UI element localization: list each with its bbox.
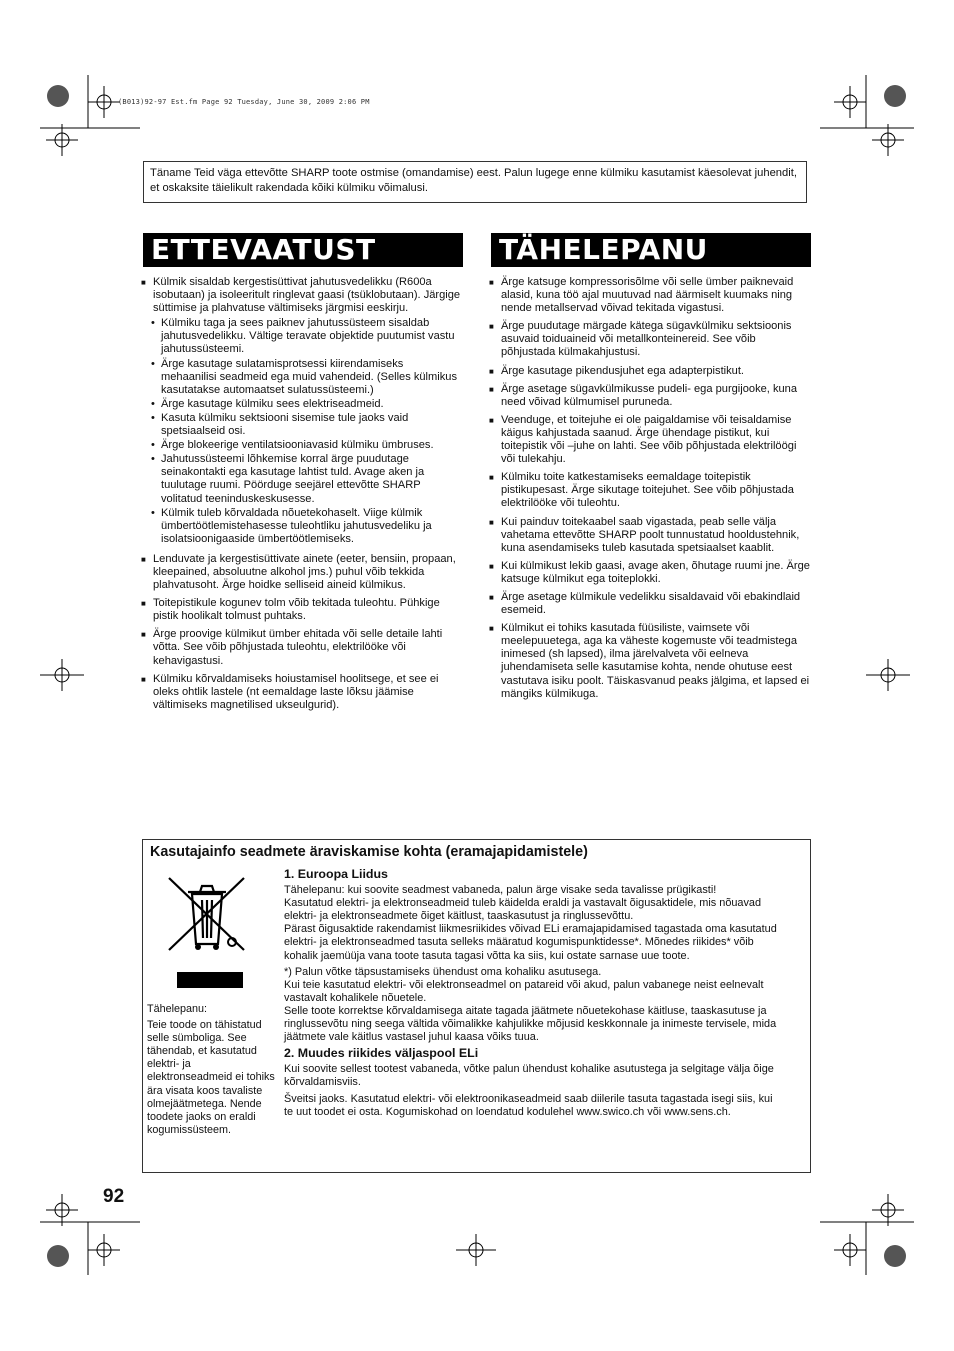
list-item: ■ Ärge puudutage märgade kätega sügavkülmiku sektsioonis asuvaid toiduaineid või metallkonteinereid. See võib põhjustada külmakahjustusi.	[489, 320, 811, 359]
list-item: • Jahutussüsteemi lõhkemise korral ärge puudutage seinakontakti ega kasutage lahtist tuld. Avage aken ja tuulutage ruumi. Pöörduge seejärel ettevõtte SHARP volitatud teeninduskeskusesse.	[141, 453, 461, 505]
file-info-line: (B013)92-97 Est.fm Page 92 Tuesday, June 30, 2009 2:06 PM	[118, 98, 370, 106]
paragraph: Šveitsi jaoks. Kasutatud elektri- või elektroonikaseadmeid saab diilerile tasuta tagastada isegi siis, kui te uut toodet ei osta. Kogumiskohad on loendatud kodulehel www.swico.ch või www.sens.ch.	[284, 1092, 773, 1118]
solid-bar-symbol	[177, 972, 243, 988]
list-item: • Kasuta külmiku sektsiooni sisemise tule jaoks vaid spetsiaalseid osi.	[141, 412, 461, 438]
list-item: • Ärge kasutage külmiku sees elektriseadmeid.	[141, 398, 461, 411]
list-item: ■ Külmiku toite katkestamiseks eemaldage toitepistik pistikupesast. Ärge sikutage toitejuhet. See võib põhjustada elektrilööke või tuleohtu.	[489, 471, 811, 510]
eu-heading: 1. Euroopa Liidus	[284, 867, 388, 881]
color-target-icon	[884, 1245, 906, 1267]
paragraph: Selle toote korrektse kõrvaldamisega aitate tagada jäätmete nõuetekohase käitluse, taaskasutuse ja ringlussevõtu ning seega vältida võimalikke kahjulikke mõjusid keskkonnale ja inimeste tervisele, mida jäätmete vale käitlus vastasel juhul kaasa võiks tuua.	[284, 1004, 777, 1044]
crossed-out-bin-icon	[162, 874, 252, 954]
list-item: ■ Ärge asetage külmikule vedelikku sisaldavaid või ebakindlaid esemeid.	[489, 591, 811, 617]
list-item: ■ Kui painduv toitekaabel saab vigastada, peab selle välja vahetama ettevõtte SHARP poolt tunnustatud hooldustehnik, kuna asendamiseks tuleb kasutada spetsiaalset kaablit.	[489, 516, 811, 555]
paragraph: Kui soovite sellest tootest vabaneda, võtke palun ühendust kohalike asutustega ja selgitage välja õige kõrvaldamisviis.	[284, 1063, 774, 1089]
list-item: • Külmik tuleb kõrvaldada nõuetekohaselt. Viige külmik ümbertöötlemistehasesse tuleohtliku jahutusvedeliku ja isolatsioonigaaside ümbertöötlemiseks.	[141, 507, 461, 546]
paragraph: Pärast õigusaktide rakendamist liikmesriikides võivad ELi eramajapidamised tagastada oma kasutatud elektri- ja elektronseadmed tasuta selleks määratud kogumispunktidesse*. Mõnedes riikides* võib kohalik jaemüüja vana toote tasuta tagasi võtta ka siis, kui ostate sarnase uue toote.	[284, 923, 777, 962]
list-item: ■ Külmik sisaldab kergestisüttivat jahutusvedelikku (R600a isobutaan) ja isoleeritult ringlevat gaasi (tsüklobutaan). Järgige süttimise ja plahvatuse vältimiseks järgmisi eeskirju.	[141, 276, 461, 315]
list-item: ■ Ärge kasutage pikendusjuhet ega adapterpistikut.	[489, 365, 811, 378]
disposal-title: Kasutajainfo seadmete äraviskamise kohta (eramajapidamistele)	[150, 844, 588, 860]
note-label: Tähelepanu:	[147, 1003, 208, 1015]
list-item: ■ Kui külmikust lekib gaasi, avage aken, õhutage ruumi jne. Ärge katsuge külmikut ega toiteplokki.	[489, 560, 811, 586]
color-target-icon	[47, 85, 69, 107]
paragraph: Kasutatud elektri- ja elektronseadmeid tuleb käidelda eraldi ja vastavalt õigusaktidele, mis nõuavad elektri- ja elektronseadmete õiget käitlust, taaskasutust ja ringlussevõttu.	[284, 897, 762, 923]
list-item: • Külmiku taga ja sees paiknev jahutussüsteem sisaldab jahutusvedelikku. Vältige teravate objektide puutumist vastu jahutussüsteemi.	[141, 317, 461, 356]
paragraph: Tähelepanu: kui soovite seadmest vabaneda, palun ärge visake seda tavalisse prügikasti!	[284, 884, 717, 897]
list-item: ■ Külmiku kõrvaldamiseks hoiustamisel hoolitsege, et see ei oleks ohtlik lastele (nt eemaldage laste lõksu jäämise vältimiseks magnetilised ukseulgurid).	[141, 673, 461, 712]
color-target-icon	[47, 1245, 69, 1267]
list-item: • Ärge kasutage sulatamisprotsessi kiirendamiseks mehaanilisi seadmeid ega muid vahendeid. (Selles külmikus kasutatakse automaatset sulatussüsteemi.)	[141, 358, 461, 397]
attention-column	[489, 276, 811, 706]
caution-heading: ETTEVAATUST	[143, 233, 463, 267]
other-countries-heading: 2. Muudes riikides väljaspool ELi	[284, 1046, 479, 1061]
list-item: ■ Lenduvate ja kergestisüttivate ainete (eeter, bensiin, propaan, kleepained, absoluutne alkohol jms.) puhul võib tekkida plahvatusoht. Ärge hoidke selliseid aineid külmikus.	[141, 553, 461, 592]
symbol-note	[147, 1003, 279, 1137]
caution-column	[141, 276, 461, 717]
disposal-body	[284, 868, 784, 1119]
note-text: Teie toode on tähistatud selle sümboliga. See tähendab, et kasutatud elektri- ja elektronseadmeid ei tohiks ära visata koos tavaliste olmejäätmetega. Nende toodete jaoks on eraldi kogumissüsteem.	[147, 1019, 275, 1136]
list-item: ■ Toitepistikule kogunev tolm võib tekitada tuleohtu. Pühkige pistik hoolikalt tolmust puhtaks.	[141, 597, 461, 623]
attention-heading: TÄHELEPANU	[491, 233, 811, 267]
list-item: ■ Ärge asetage sügavkülmikusse pudeli- ega purgijooke, kuna need võivad külmumisel puruneda.	[489, 383, 811, 409]
intro-box: Täname Teid väga ettevõtte SHARP toote ostmise (omandamise) eest. Palun lugege enne külmiku kasutamist käesolevat juhendit, et oskaksite täielikult rakendada kõiki külmiku võimalusi.	[143, 161, 807, 203]
page-number: 92	[103, 1186, 125, 1207]
list-item: ■ Veenduge, et toitejuhe ei ole paigaldamise või teisaldamise käigus kahjustada saanud. Ärge ühendage pistikut, kui toitepistik või –juhe on lahti. See võib põhjustada elektrilöögi või tulekahju.	[489, 414, 811, 466]
list-item: ■ Ärge proovige külmikut ümber ehitada või selle detaile lahti võtta. See võib põhjustada tuleohtu, elektrilööke või kehavigastusi.	[141, 628, 461, 667]
paragraph: *) Palun võtke täpsustamiseks ühendust oma kohaliku asutusega.	[284, 965, 602, 978]
list-item: ■ Külmikut ei tohiks kasutada füüsiliste, vaimsete või meelepuuetega, aga ka väheste kogemuste või teadmistega inimesed (sh lapsed), ilma järelvalveta või eelneva juhendamiseta selle kasutamise kohta, nende ohutuse eest vastutava isiku poolt. Täiskasvanud peaks jälgima, et lapsed ei mängiks külmikuga.	[489, 622, 811, 701]
paragraph: Kui teie kasutatud elektri- või elektronseadmel on patareid või akud, palun vabanege neist eelnevalt vastavalt kohalikele nõuetele.	[284, 978, 764, 1004]
list-item: • Ärge blokeerige ventilatsiooniavasid külmiku ümbruses.	[141, 439, 461, 452]
list-item: ■ Ärge katsuge kompressorisõlme või selle ümber paiknevaid alasid, kuna töö ajal muutuvad nad äärmiselt kuumaks ning nende metallservad võivad tekitada vigastusi.	[489, 276, 811, 315]
color-target-icon	[884, 85, 906, 107]
